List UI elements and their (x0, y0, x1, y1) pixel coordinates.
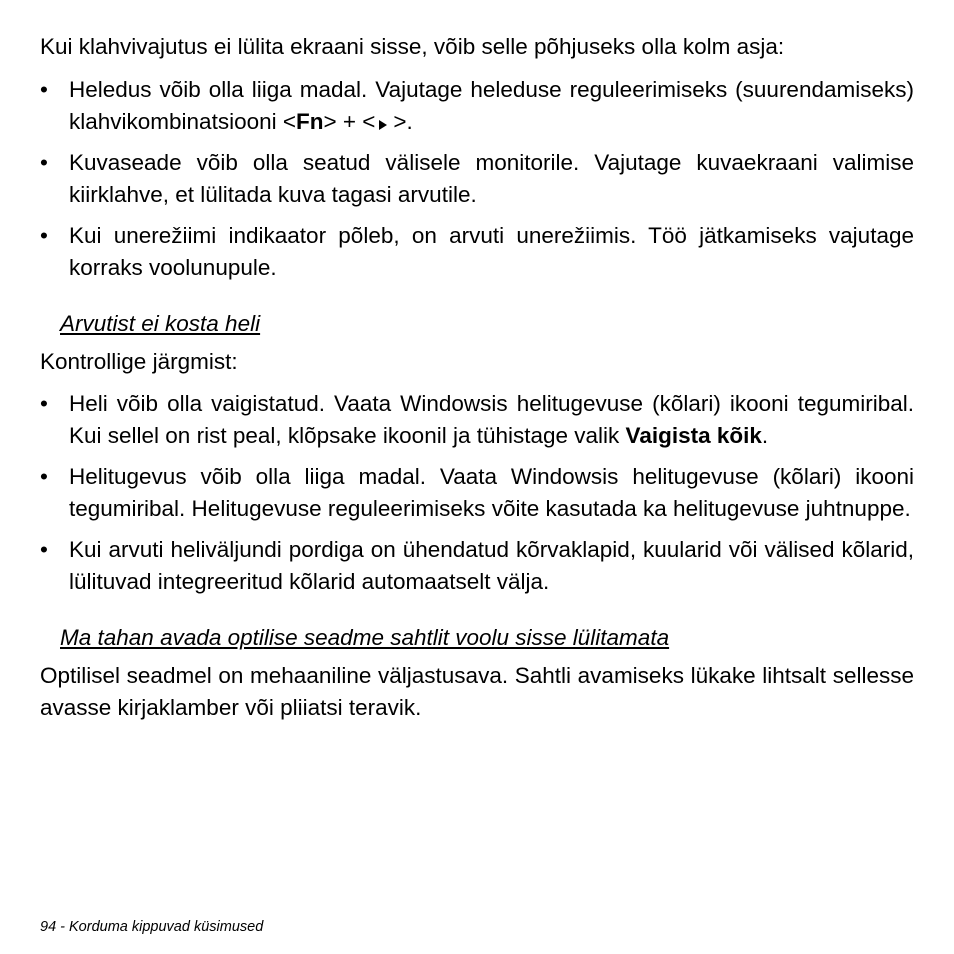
list-item-text: Kuvaseade võib olla seatud välisele monitorile. Vajutage kuvaekraani valimise kiirklahve, et lülitada kuva tagasi arvutile. (69, 150, 914, 207)
list-item-text: . (761, 423, 769, 448)
list-item-text: Heledus võib olla liiga madal. Vajutage heleduse reguleerimiseks (suurendamiseks) klahvikombinatsiooni < (69, 77, 914, 134)
list-item-text: Kui arvuti heliväljundi pordiga on ühendatud kõrvaklapid, kuularid või välised kõlarid, lülituvad integreeritud kõlarid automaatselt välja. (69, 537, 914, 594)
option-label: Vaigista kõik (625, 423, 762, 448)
list-item-text: >. (393, 109, 413, 134)
sound-lead: Kontrollige järgmist: (40, 349, 238, 374)
list-item (40, 534, 914, 598)
list-item-text: Helitugevus võib olla liiga madal. Vaata Windowsis helitugevuse (kõlari) ikooni tegumiribal. Helitugevuse reguleerimiseks võite kasutada ka helitugevuse juhtnuppe. (69, 464, 914, 521)
list-item (40, 461, 914, 525)
play-triangle-icon (379, 120, 387, 130)
list-item (40, 147, 914, 211)
bullet: • (40, 150, 48, 175)
sound-checklist (40, 388, 914, 598)
bullet: • (40, 464, 48, 489)
bullet: • (40, 77, 48, 102)
intro-paragraph: Kui klahvivajutus ei lülita ekraani sisse, võib selle põhjuseks olla kolm asja: (40, 34, 785, 59)
bullet: • (40, 537, 48, 562)
list-item-text: > + < (323, 109, 376, 134)
list-item-text: Kui unerežiimi indikaator põleb, on arvuti unerežiimis. Töö jätkamiseks vajutage korraks voolunupule. (69, 223, 914, 280)
bullet: • (40, 223, 48, 248)
key-label-fn: Fn (296, 109, 324, 134)
section-heading-optical: Ma tahan avada optilise seadme sahtlit voolu sisse lülitamata (60, 625, 670, 650)
list-item (40, 74, 914, 138)
list-item (40, 220, 914, 284)
section-heading-sound: Arvutist ei kosta heli (60, 311, 261, 336)
list-item (40, 388, 914, 452)
list-item-text: Heli võib olla vaigistatud. Vaata Windowsis helitugevuse (kõlari) ikooni tegumiribal. Kui sellel on rist peal, klõpsake ikoonil ja tühistage valik (69, 391, 914, 448)
page-footer: 94 - Korduma kippuvad küsimused (40, 919, 264, 935)
page-content (40, 31, 914, 724)
bullet: • (40, 391, 48, 416)
screen-checklist (40, 74, 914, 284)
optical-paragraph: Optilisel seadmel on mehaaniline väljastusava. Sahtli avamiseks lükake lihtsalt sellesse avasse kirjaklamber või pliiatsi teravik. (40, 663, 914, 720)
